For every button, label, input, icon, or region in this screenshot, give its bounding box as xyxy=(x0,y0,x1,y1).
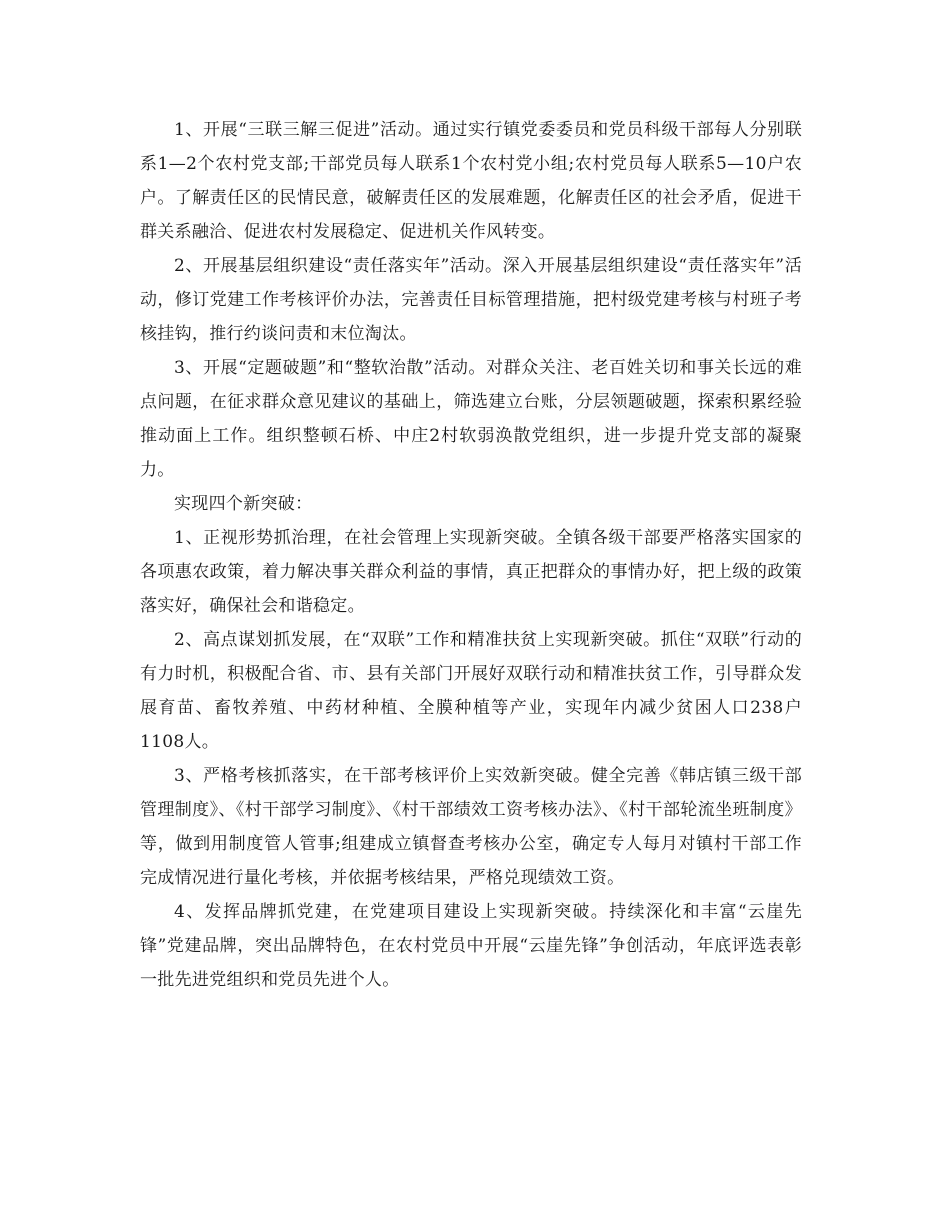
paragraph-shuang-lian: 2、高点谋划抓发展，在“双联”工作和精准扶贫上实现新突破。抓住“双联”行动的有力时机，积极配合省、市、县有关部门开展好双联行动和精准扶贫工作，引导群众发展育苗、畜牧养殖、中药材种植、全膜种植等产业，实现年内减少贫困人口238户1108人。 xyxy=(140,630,802,752)
document-body xyxy=(140,113,802,997)
paragraph-responsibility-year: 2、开展基层组织建设“责任落实年”活动。深入开展基层组织建设“责任落实年”活动，修订党建工作考核评价办法，完善责任目标管理措施，把村级党建考核与村班子考核挂钩，推行约谈问责和末位淘汰。 xyxy=(140,256,802,344)
paragraph-social-governance: 1、正视形势抓治理，在社会管理上实现新突破。全镇各级干部要严格落实国家的各项惠农政策，着力解决事关群众利益的事情，真正把群众的事情办好，把上级的政策落实好，确保社会和谐稳定。 xyxy=(140,528,802,616)
paragraph-topic-breaking: 3、开展“定题破题”和“整软治散”活动。对群众关注、老百姓关切和事关长远的难点问题，在征求群众意见建议的基础上，筛选建立台账，分层领题破题，探索积累经验推动面上工作。组织整顿石桥、中庄2村软弱涣散党组织，进一步提升党支部的凝聚力。 xyxy=(140,358,802,480)
paragraph-party-brand: 4、发挥品牌抓党建，在党建项目建设上实现新突破。持续深化和丰富“云崖先锋”党建品牌，突出品牌特色，在农村党员中开展“云崖先锋”争创活动，年底评选表彰一批先进党组织和党员先进个人。 xyxy=(140,902,802,990)
paragraph-cadre-assessment: 3、严格考核抓落实，在干部考核评价上实效新突破。健全完善《韩店镇三级干部管理制度》、《村干部学习制度》、《村干部绩效工资考核办法》、《村干部轮流坐班制度》等，做到用制度管人管事;组建成立镇督查考核办公室，确定专人每月对镇村干部工作完成情况进行量化考核，并依据考核结果，严格兑现绩效工资。 xyxy=(140,766,802,888)
paragraph-four-breakthroughs-heading: 实现四个新突破： xyxy=(174,494,313,514)
paragraph-san-lian: 1、开展“三联三解三促进”活动。通过实行镇党委委员和党员科级干部每人分别联系1—2个农村党支部;干部党员每人联系1个农村党小组;农村党员每人联系5—10户农户。了解责任区的民情民意，破解责任区的发展难题，化解责任区的社会矛盾，促进干群关系融洽、促进农村发展稳定、促进机关作风转变。 xyxy=(140,120,802,242)
